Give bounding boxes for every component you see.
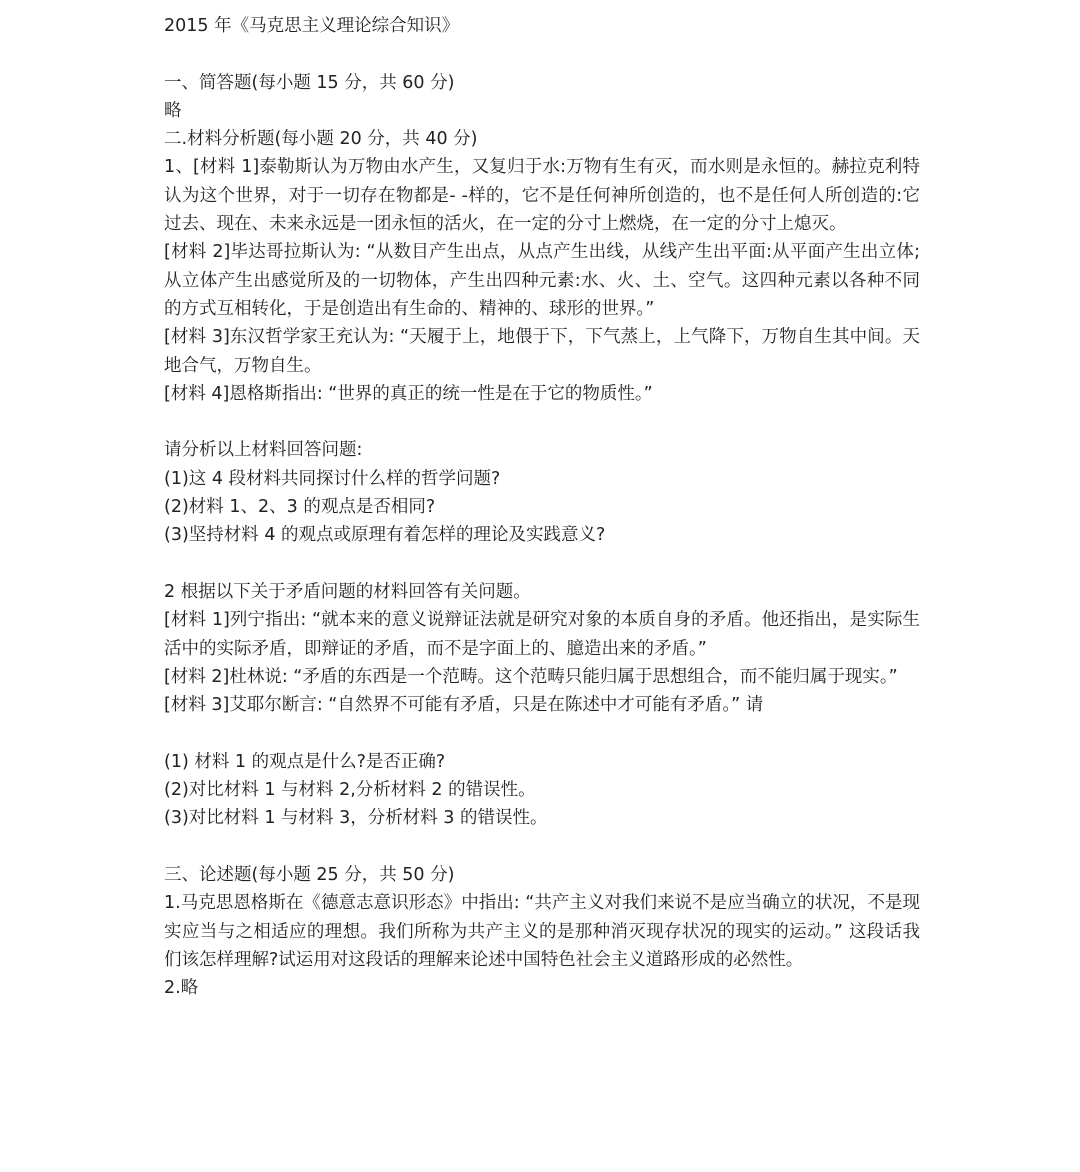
s2q2-question: (2)对比材料 1 与材料 2,分析材料 2 的错误性。 (164, 780, 536, 801)
s3-question-2: 2.略 (164, 978, 199, 999)
s2q2-question: (1) 材料 1 的观点是什么?是否正确? (164, 751, 446, 772)
s2q1-material-3: [材料 3]东汉哲学家王充认为: “天履于上，地偎于下，下气蒸上，上气降下，万物自生其中间。天地合气，万物自生。 (164, 327, 920, 376)
spacer (164, 40, 920, 68)
s2q1-material-4: [材料 4]恩格斯指出: “世界的真正的统一性是在于它的物质性。” (164, 383, 653, 404)
s2q1-material-2: [材料 2]毕达哥拉斯认为: “从数目产生出点，从点产生出线，从线产生出平面:从平面产生出立体;从立体产生出感觉所及的一切物体，产生出四种元素:水、火、土、空气。这四种元素以各种不同的方式互相转化，于是创造出有生命的、精神的、球形的世界。” (164, 242, 920, 319)
s2q2-intro: 2 根据以下关于矛盾问题的材料回答有关问题。 (164, 581, 531, 602)
s2q2-material-3: [材料 3]艾耶尔断言: “自然界不可能有矛盾，只是在陈述中才可能有矛盾。” 请 (164, 695, 764, 716)
s2q1-question: (1)这 4 段材料共同探讨什么样的哲学问题? (164, 468, 501, 489)
section3-heading: 三、论述题(每小题 25 分，共 50 分) (164, 864, 455, 885)
s2q1-question: (2)材料 1、2、3 的观点是否相同? (164, 497, 436, 518)
spacer (164, 719, 920, 747)
s2q2-material-1: [材料 1]列宁指出: “就本来的意义说辩证法就是研究对象的本质自身的矛盾。他还指出，是实际生活中的实际矛盾，即辩证的矛盾，而不是字面上的、臆造出来的矛盾。” (164, 610, 920, 659)
section1-heading: 一、简答题(每小题 15 分，共 60 分) (164, 72, 455, 93)
spacer (164, 550, 920, 578)
s2q1-question: (3)坚持材料 4 的观点或原理有着怎样的理论及实践意义? (164, 525, 606, 546)
s2q2-question: (3)对比材料 1 与材料 3，分析材料 3 的错误性。 (164, 808, 548, 829)
spacer (164, 833, 920, 861)
section2-heading: 二.材料分析题(每小题 20 分，共 40 分) (164, 129, 478, 150)
s2q1-material-1: 1、[材料 1]泰勒斯认为万物由水产生，又复归于水:万物有生有灭，而水则是永恒的。赫拉克利特认为这个世界，对于一切存在物都是- -样的，它不是任何神所创造的，也不是任何人所创造的:它过去、现在、未来永远是一团永恒的活火，在一定的分寸上燃烧，在一定的分寸上熄灭。 (164, 157, 920, 235)
document-page (164, 12, 920, 1002)
s3-question-1: 1.马克思恩格斯在《德意志意识形态》中指出: “共产主义对我们来说不是应当确立的状况，不是现实应当与之相适应的理想。我们所称为共产主义的是那种消灭现存状况的现实的运动。” 这段话我们该怎样理解?试运用对这段话的理解来论述中国特色社会主义道路形成的必然性。 (164, 893, 920, 970)
section1-content: 略 (164, 100, 182, 121)
document-title: 2015 年《马克思主义理论综合知识》 (164, 16, 460, 36)
spacer (164, 408, 920, 436)
s2q2-material-2: [材料 2]杜林说: “矛盾的东西是一个范畴。这个范畴只能归属于思想组合，而不能归属于现实。” (164, 666, 898, 687)
s2q1-prompt: 请分析以上材料回答问题: (164, 440, 363, 461)
